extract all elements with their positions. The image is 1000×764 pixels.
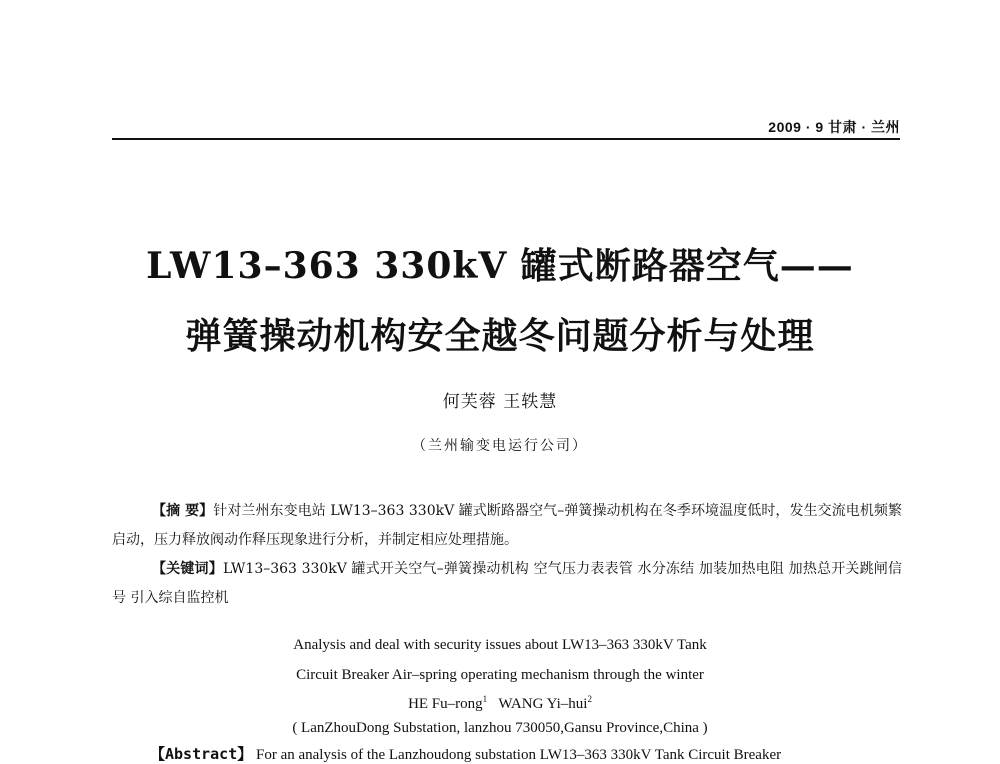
english-title-line-1: Analysis and deal with security issues about LW13–363 330kV Tank — [293, 637, 707, 653]
abstract-cn — [112, 497, 902, 555]
abstract-cn-label: 【摘 要】 — [152, 503, 214, 519]
keywords-cn-label: 【关键词】 — [152, 561, 223, 577]
title-line-2: 弹簧操动机构安全越冬问题分析与处理 — [185, 315, 815, 357]
running-header: 2009 · 9 甘肃 · 兰州 — [768, 119, 900, 135]
keywords-cn-text: LW13–363 330kV 罐式开关空气–弹簧操动机构 空气压力表表管 水分冻结 加装加热电阻 加热总开关跳闸信号 引入综自监控机 — [112, 561, 902, 606]
english-authors — [0, 694, 1000, 713]
keywords-cn — [112, 555, 902, 613]
english-title-line-2: Circuit Breaker Air–spring operating mechanism through the winter — [296, 667, 704, 683]
title-line-1: LW13–363 330kV 罐式断路器空气—— — [146, 245, 854, 287]
english-author-2-sup: 2 — [587, 694, 592, 704]
english-affiliation: ( LanZhouDong Substation, lanzhou 730050,Gansu Province,China ) — [292, 720, 708, 736]
english-author-2: WANG Yi–hui — [498, 696, 588, 712]
english-author-1: HE Fu–rong — [408, 696, 483, 712]
abstract-en-text: For an analysis of the Lanzhoudong substation LW13–363 330kV Tank Circuit Breaker — [256, 747, 782, 763]
affiliation: （兰州输变电运行公司） — [412, 438, 588, 454]
header-rule — [112, 138, 900, 140]
abstract-en-label: 【Abstract】 — [150, 745, 253, 763]
authors: 何芙蓉 王轶慧 — [442, 392, 558, 412]
english-author-1-sup: 1 — [482, 694, 488, 704]
abstract-en — [150, 743, 910, 764]
abstract-cn-text: 针对兰州东变电站 LW13–363 330kV 罐式断路器空气–弹簧操动机构在冬季环境温度低时，发生交流电机频繁启动，压力释放阀动作释压现象进行分析，并制定相应处理措施。 — [112, 503, 903, 548]
